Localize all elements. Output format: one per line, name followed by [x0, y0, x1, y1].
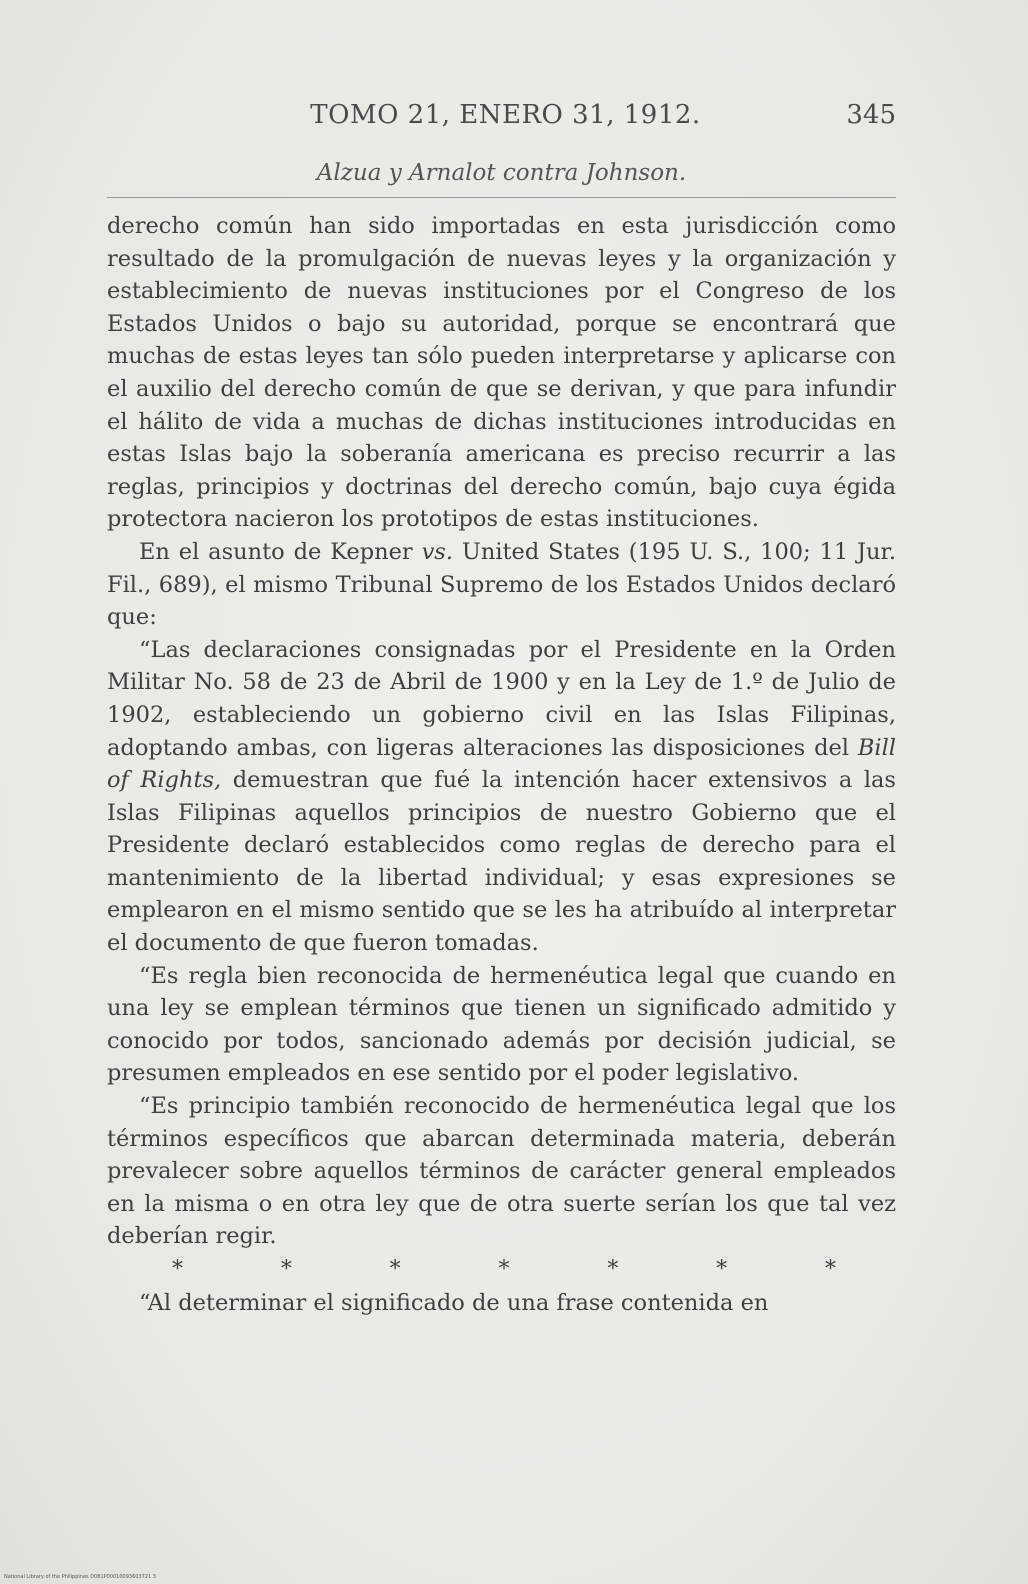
- footer-note: National Library of the Philippines D081P00010093603721 3: [4, 1574, 156, 1580]
- body-text: [107, 210, 896, 1320]
- asterisk: *: [280, 1256, 292, 1282]
- paragraph-text: “Las declaraciones consignadas por el Presidente en la Orden Militar No. 58 de 23 de Abril de 1900 y en la Ley de 1.º de Julio de 1902, estableciendo un gobierno civil en las Islas Filipinas, adoptando ambas, con ligeras alteraciones las disposiciones del: [107, 636, 896, 761]
- page-header: [107, 100, 896, 136]
- case-title: Alzua y Arnalot contra Johnson.: [316, 160, 687, 186]
- asterisk: *: [389, 1256, 401, 1282]
- paragraph-text: “Es regla bien reconocida de hermenéutica legal que cuando en una ley se emplean términos que tienen un significado admitido y conocido por todos, sancionado además por decisión judicial, se presumen empleados en ese sentido por el poder legislativo.: [107, 962, 896, 1087]
- paragraphs: [107, 210, 896, 1253]
- italic-text: vs.: [421, 538, 453, 565]
- paragraph: [107, 960, 896, 1090]
- asterisk: *: [824, 1256, 836, 1282]
- asterisk: *: [716, 1256, 728, 1282]
- italic-text: Bill of Rights,: [107, 734, 896, 794]
- asterisk: *: [172, 1256, 183, 1282]
- paragraph-text: derecho común han sido importadas en esta jurisdicción como resultado de la promulgación de nuevas leyes y la organización y establecimiento de nuevas instituciones por el Congreso de los Estados Unidos o bajo su autoridad, porque se encontrará que muchas de estas leyes tan sólo pueden interpretarse y aplicarse con el auxilio del derecho común de que se derivan, y que para infundir el hálito de vida a muchas de dichas instituciones introducidas en estas Islas bajo la soberanía americana es preciso recurrir a las reglas, principios y doctrinas del derecho común, bajo cuya égida protectora nacieron los prototipos de estas instituciones.: [107, 213, 896, 533]
- final-line: “Al determinar el significado de una frase contenida en: [139, 1290, 769, 1316]
- asterisk: *: [607, 1256, 619, 1282]
- paragraph-text: demuestran que fué la intención hacer extensivos a las Islas Filipinas aquellos principios de nuestro Gobierno que el Presidente declaró establecidos como reglas de derecho para el mantenimiento de la libertad individual; y esas expresiones se emplearon en el mismo sentido que se les ha atribuído al interpretar el documento de que fueron tomadas.: [107, 767, 896, 957]
- paragraph: [107, 1090, 896, 1253]
- paragraph-text: United States (195 U. S., 100; 11 Jur. Fil., 689), el mismo Tribunal Supremo de los Estados Unidos declaró que:: [107, 538, 896, 631]
- paragraph: [107, 634, 896, 960]
- running-title: TOMO 21, ENERO 31, 1912.: [310, 100, 701, 130]
- header-rule: [107, 197, 896, 198]
- asterisk: *: [498, 1256, 510, 1282]
- ellipsis-asterisks: [107, 1253, 896, 1287]
- paragraph-text: En el asunto de Kepner: [139, 538, 422, 565]
- paragraph-text: “Es principio también reconocido de hermenéutica legal que los términos específicos que abarcan determinada materia, deberán prevalecer sobre aquellos términos de carácter general empleados en la misma o en otra ley que de otra suerte serían los que tal vez deberían regir.: [107, 1093, 896, 1250]
- page-number: 345: [846, 100, 896, 130]
- paragraph: [107, 536, 896, 634]
- paragraph: [107, 210, 896, 536]
